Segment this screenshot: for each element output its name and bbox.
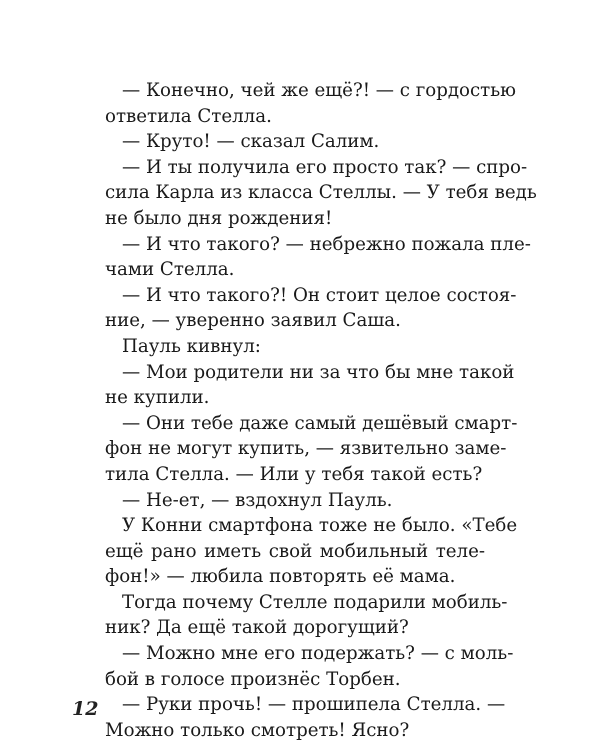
text-line: не было дня рождения! — [105, 207, 333, 229]
text-line: — И ты получила его просто так? — спро- — [122, 156, 528, 178]
text-line: — Можно мне его подержать? — с моль- — [122, 643, 514, 665]
text-line: ещё рано иметь свой мобильный теле- — [105, 540, 485, 562]
text-line: тила Стелла. — Или у тебя такой есть? — [105, 463, 483, 485]
text-line: — Круто! — сказал Салим. — [122, 131, 380, 153]
text-line: фон!» — любила повторять её мама. — [105, 566, 456, 588]
text-line: — Руки прочь! — прошипела Стелла. — — [122, 694, 506, 716]
text-line: — Не-ет, — вздохнул Пауль. — [122, 489, 393, 511]
text-line: Можно только смотреть! Ясно? — [105, 719, 410, 741]
text-line: — И что такого?! Он стоит целое состоя- — [122, 284, 517, 306]
text-line: бой в голосе произнёс Торбен. — [105, 668, 401, 690]
text-line: — И что такого? — небрежно пожала пле- — [122, 233, 531, 255]
text-line: ние, — уверенно заявил Саша. — [105, 310, 401, 332]
text-line: чами Стелла. — [105, 259, 235, 281]
text-line: У Конни смартфона тоже не было. «Тебе — [122, 515, 518, 537]
text-line: Пауль кивнул: — [122, 335, 261, 357]
text-line: не купили. — [105, 387, 210, 409]
body-text — [105, 78, 537, 743]
text-line: ответила Стелла. — [105, 105, 272, 127]
text-line: — Мои родители ни за что бы мне такой — [122, 361, 515, 383]
text-line: Тогда почему Стелле подарили мобиль- — [122, 591, 508, 613]
text-line: — Конечно, чей же ещё?! — с гордостью — [122, 80, 516, 101]
page-number: 12 — [72, 698, 99, 720]
text-line: сила Карла из класса Стеллы. — У тебя ведь — [105, 182, 537, 204]
text-line: ник? Да ещё такой дорогущий? — [105, 617, 409, 639]
text-line: — Они тебе даже самый дешёвый смарт- — [122, 412, 518, 434]
text-line: фон не могут купить, — язвительно заме- — [105, 438, 507, 460]
